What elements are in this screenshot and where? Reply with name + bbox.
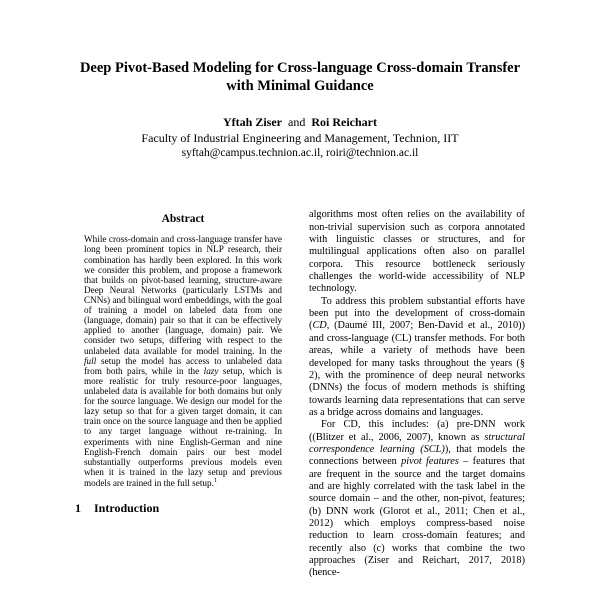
paper-title: Deep Pivot-Based Modeling for Cross-language Cross-domain Transfer with Minimal Guidance: [79, 60, 521, 94]
authors-line: Yftah Ziser and Roi Reichart: [223, 115, 377, 130]
author-emails: syftah@campus.technion.ac.il, roiri@technion.ac.il: [181, 147, 419, 160]
column-left: [75, 209, 291, 579]
body-paragraph-2: To address this problem substantial efforts have been put into the development of cross-domain (CD, (Daumé III, 2007; Ben-David et al., 2010)) and cross-language (CL) transfer methods. For both areas, while a variety of methods have been developed for many tasks throughout the years (§ 2), with the prominence of deep neural networks (DNNs) the focus of modern methods is shifting towards learning data representations that can serve as a bridge across domains and languages.: [309, 295, 525, 418]
section-number: 1: [75, 501, 81, 516]
section-title: Introduction: [94, 501, 160, 516]
section-1-heading: [75, 501, 291, 516]
affiliation: Faculty of Industrial Engineering and Management, Technion, IIT: [141, 131, 459, 146]
two-column-body: [75, 209, 525, 579]
abstract-heading: Abstract: [161, 213, 205, 226]
body-paragraph-1: algorithms most often relies on the availability of non-trivial supervision such as corpora annotated with linguistic classes or structures, and for multilingual applications often also on parallel corpora. This resource bottleneck seriously challenges the world-wide accessibility of NLP technology.: [309, 209, 525, 295]
body-paragraph-3: For CD, this includes: (a) pre-DNN work ((Blitzer et al., 2006, 2007), known as structural correspondence learning (SCL)), that models the connections between pivot features – features that are frequent in the source and the target domains and are highly correlated with the task label in the source domain – and the other, non-pivot, features; (b) DNN work (Glorot et al., 2011; Chen et al., 2012) which employs compress-based noise reduction to learn cross-domain features; and recently also (c) works that combine the two approaches (Ziser and Reichart, 2017, 2018) (hence-: [309, 419, 525, 579]
column-right: [309, 209, 525, 579]
abstract-text: While cross-domain and cross-language transfer have long been prominent topics in NLP research, their combination has hardly been explored. In this work we consider this problem, and propose a framework that builds on pivot-based learning, structure-aware Deep Neural Networks (particularly LSTMs and CNNs) and bilingual word embeddings, with the goal of training a model on labeled data from one (language, domain) pair so that it can be effectively applied to another (language, domain) pair. We consider two setups, differing with respect to the unlabeled data available for model training. In the full setup the model has access to unlabeled data from both pairs, while in the lazy setup, which is more realistic for truly resource-poor languages, unlabeled data is available for both domains but only for the source language. We design our model for the lazy setup so that for a given target domain, it can train once on the source language and then be applied to any target language without re-training. In experiments with nine English-German and nine English-French domain pairs our best model substantially outperforms previous models even when it is trained in the lazy setup and previous models are trained in the full setup.$^1$: [84, 234, 282, 489]
